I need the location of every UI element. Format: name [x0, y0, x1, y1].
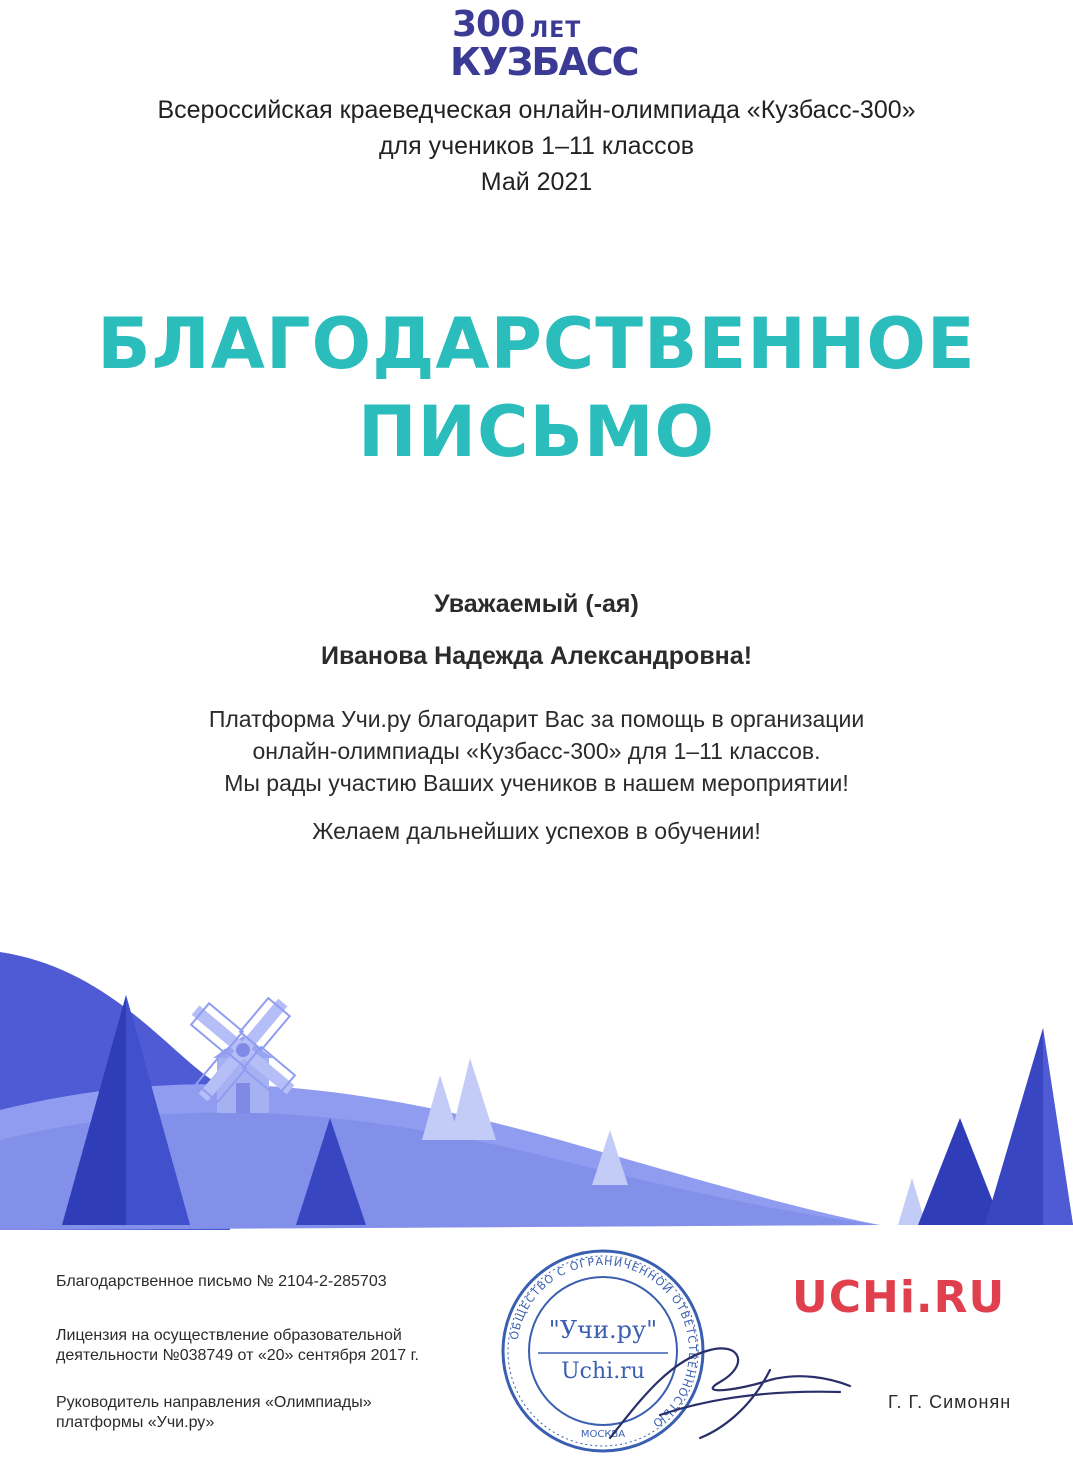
- body-line-3: Мы рады участию Ваших учеников в нашем мероприятии!: [224, 770, 849, 796]
- landscape-illustration: [0, 940, 1073, 1230]
- title-line-1: БЛАГОДАРСТВЕННОЕ: [97, 303, 976, 385]
- event-title-line: Всероссийская краеведческая онлайн-олимпиада «Кузбасс-300»: [157, 96, 916, 124]
- event-date-line: Май 2021: [480, 168, 593, 196]
- tree-right-2-shade: [1043, 1028, 1073, 1225]
- body-line-2: онлайн-олимпиады «Кузбасс-300» для 1–11 классов.: [252, 738, 821, 764]
- document-title: [0, 300, 1073, 476]
- signer-role: [56, 1393, 372, 1433]
- logo-name: КУЗБАСС: [450, 40, 638, 84]
- event-header: [0, 92, 1073, 200]
- license-line-1: Лицензия на осуществление образовательной: [56, 1327, 402, 1344]
- stamp-inner-top: "Учи.ру": [548, 1316, 658, 1344]
- wish-text: Желаем дальнейших успехов в обучении!: [312, 818, 761, 844]
- event-grades-line: для учеников 1–11 классов: [378, 132, 695, 160]
- body-text: [0, 703, 1073, 799]
- tree-pale-2: [450, 1058, 496, 1140]
- logo-number: 300: [452, 4, 525, 45]
- stamp-ring-text: ОБЩЕСТВО С ОГРАНИЧЕННОЙ ОТВЕТСТВЕННОСТЬЮ: [507, 1254, 700, 1431]
- signer-name: Г. Г. Симонян: [888, 1392, 1012, 1412]
- greeting: Уважаемый (-ая): [434, 590, 639, 618]
- kuzbass-300-logo: [450, 4, 638, 84]
- logo-let: ЛЕТ: [530, 18, 582, 43]
- stamp-city: МОСКВА: [580, 1429, 626, 1440]
- body-line-1: Платформа Учи.ру благодарит Вас за помощь в организации: [208, 706, 865, 732]
- title-line-2: ПИСЬМО: [357, 391, 716, 473]
- role-line-1: Руководитель направления «Олимпиады»: [56, 1394, 372, 1411]
- stamp-inner-bottom: Uchi.ru: [561, 1359, 645, 1384]
- license-line-2: деятельности №038749 от «20» сентября 2017 г.: [56, 1347, 419, 1364]
- uchi-ru-logo: UCHi.RU: [792, 1272, 1006, 1323]
- license-info: [56, 1326, 419, 1366]
- tree-right-1: [918, 1118, 1002, 1225]
- role-line-2: платформы «Учи.ру»: [56, 1414, 215, 1431]
- recipient-name: Иванова Надежда Александровна!: [320, 642, 753, 670]
- letter-number: Благодарственное письмо № 2104-2-285703: [56, 1273, 387, 1290]
- handwritten-signature: [600, 1320, 860, 1450]
